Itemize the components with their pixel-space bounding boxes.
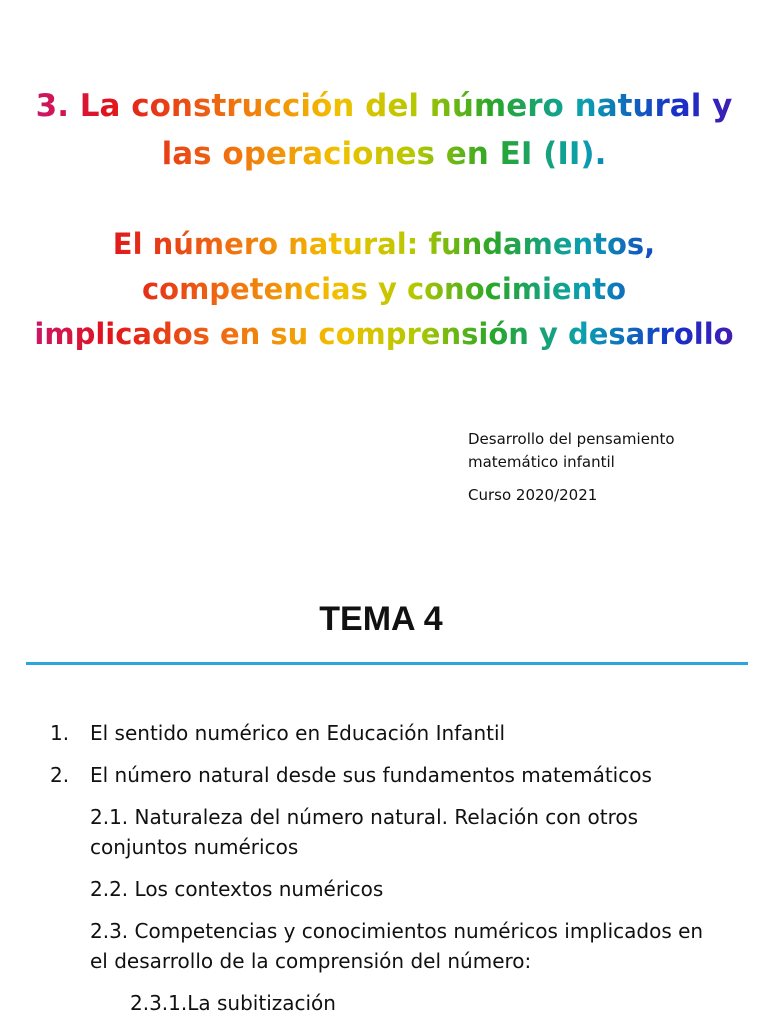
contents-subitem-2-2: 2.2. Los contextos numéricos — [90, 877, 384, 901]
slide-subtitle-line-3: implicados en su comprensión y desarrollo — [34, 317, 734, 351]
tema-heading: TEMA 4 — [319, 600, 443, 638]
slide-title-line-1: 3. La construcción del número natural y — [35, 88, 733, 124]
heading-divider — [26, 662, 748, 665]
contents-item-1-number: 1. — [50, 721, 70, 745]
course-subject — [468, 428, 758, 474]
slide-title-line-2: las operaciones en EI (II). — [161, 136, 607, 172]
slide-subtitle-line-1: El número natural: fundamentos, — [112, 227, 656, 261]
contents-item-1 — [0, 718, 768, 748]
contents-subitem-2-3-1: 2.3.1.La subitización — [130, 991, 336, 1015]
course-subject-line-1: Desarrollo del pensamiento — [468, 430, 675, 448]
course-info — [468, 428, 758, 507]
slide-subtitle — [0, 222, 768, 357]
course-subject-line-2: matemático infantil — [468, 453, 615, 471]
table-of-contents — [0, 718, 768, 1018]
contents-item-2-text: El número natural desde sus fundamentos matemáticos — [90, 763, 652, 787]
course-year: Curso 2020/2021 — [468, 486, 598, 504]
slide-title — [0, 82, 768, 178]
contents-item-2-number: 2. — [50, 763, 70, 787]
contents-item-1-text: El sentido numérico en Educación Infantil — [90, 721, 506, 745]
slide-subtitle-line-2: competencias y conocimiento — [141, 272, 627, 306]
contents-item-2 — [0, 760, 768, 790]
contents-subitem-2-3: 2.3. Competencias y conocimientos numéricos implicados en el desarrollo de la comprensión del número: — [90, 919, 704, 973]
contents-subitem-2-1: 2.1. Naturaleza del número natural. Relación con otros conjuntos numéricos — [90, 805, 639, 859]
